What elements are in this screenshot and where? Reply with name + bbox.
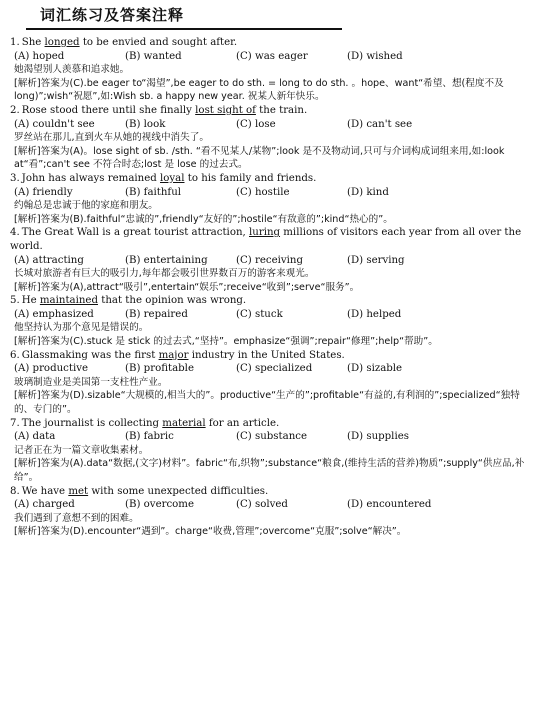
- options-row: [10, 362, 530, 376]
- option-c: (C) hostile: [236, 186, 290, 198]
- question-number: 3.: [10, 172, 20, 184]
- answer-explanation: [解析]答案为(A)。lose sight of sb. /sth. “看不见某人/某物”;look 是不及物动词,只可与介词构成词组来用,如:look at“看”;can't see 不符合时态;lost 是 lose 的过去式。: [14, 145, 505, 171]
- option-c: (C) solved: [236, 499, 288, 511]
- options-row: [10, 498, 530, 512]
- question-number: 5.: [10, 295, 20, 307]
- question-number: 2.: [10, 104, 20, 116]
- exercise-item: [10, 36, 530, 104]
- option-d: (D) wished: [347, 50, 403, 62]
- page-title: 词汇练习及答案注释: [40, 6, 185, 24]
- option-c: (C) receiving: [236, 254, 303, 266]
- question-sentence: [10, 104, 530, 118]
- answer-explanation: [解析]答案为(C).be eager to“渴望”,be eager to do sth. = long to do sth. 。hope、want“希望、想(程度不及 long)”;wish“祝愿”,如:Wish sb. a happy new year. 祝某人新年快乐。: [14, 77, 504, 103]
- option-c: (C) stuck: [236, 308, 283, 320]
- question-text: He: [21, 295, 40, 307]
- answer-explanation: [解析]答案为(B).faithful“忠诚的”,friendly“友好的”;hostile“有敌意的”;kind“热心的”。: [14, 213, 393, 225]
- question-sentence: [10, 36, 530, 50]
- options-row: [10, 430, 530, 444]
- options-row: [10, 254, 530, 268]
- options-row: [10, 186, 530, 200]
- option-d: (D) encountered: [347, 499, 432, 511]
- chinese-translation: 约翰总是忠诚于他的家庭和朋友。: [14, 200, 158, 212]
- option-a: (A) friendly: [14, 186, 73, 198]
- question-text: the train.: [255, 104, 308, 116]
- chinese-translation: 玻璃制造业是美国第一支柱性产业。: [14, 376, 168, 388]
- question-sentence: [10, 226, 530, 253]
- option-d: (D) serving: [347, 254, 405, 266]
- option-a: (A) couldn't see: [14, 118, 95, 130]
- keyword-underlined: met: [68, 485, 89, 497]
- option-d: (D) supplies: [347, 431, 409, 443]
- keyword-underlined: loyal: [160, 172, 185, 184]
- option-a: (A) charged: [14, 499, 75, 511]
- exercise-item: [10, 485, 530, 539]
- option-b: (B) look: [125, 118, 166, 130]
- option-c: (C) lose: [236, 118, 276, 130]
- question-sentence: [10, 485, 530, 499]
- question-number: 8.: [10, 485, 20, 497]
- option-d: (D) helped: [347, 308, 402, 320]
- answer-explanation: [解析]答案为(A).data“数据,(文字)材料”。fabric“布,织物”;substance“粮食,(维持生活的营养)物质”;supply“供应品,补给”。: [14, 458, 525, 483]
- title-underline: [26, 28, 342, 30]
- chinese-translation: 罗丝站在那儿,直到火车从她的视线中消失了。: [14, 132, 209, 144]
- question-number: 7.: [10, 417, 20, 429]
- option-d: (D) kind: [347, 186, 389, 198]
- chinese-translation: 我们遇到了意想不到的困难。: [14, 512, 139, 524]
- chinese-translation: 他坚持认为那个意见是错误的。: [14, 322, 149, 334]
- option-b: (B) wanted: [125, 50, 182, 62]
- question-sentence: [10, 417, 530, 431]
- question-text: to his family and friends.: [184, 172, 317, 184]
- answer-explanation: [解析]答案为(A),attract“吸引”,entertain“娱乐”;receive“收到”;serve“服务”。: [14, 281, 360, 293]
- keyword-underlined: maintained: [39, 295, 98, 307]
- chinese-translation: 她渴望别人羡慕和追求她。: [14, 64, 130, 76]
- question-text: The Great Wall is a great tourist attraction,: [21, 227, 249, 239]
- chinese-translation: 长城对旅游者有巨大的吸引力,每年都会吸引世界数百万的游客来观光。: [14, 268, 315, 280]
- option-d: (D) can't see: [347, 118, 413, 130]
- question-text: industry in the United States.: [188, 349, 345, 361]
- keyword-underlined: longed: [44, 37, 80, 48]
- exercise-item: [10, 172, 530, 226]
- exercise-item: [10, 104, 530, 172]
- chinese-translation: 记者正在为一篇文章收集素材。: [14, 444, 149, 456]
- question-text: Rose stood there until she finally: [21, 104, 196, 116]
- exercise-item: [10, 226, 530, 294]
- option-b: (B) repaired: [125, 308, 188, 320]
- question-sentence: [10, 172, 530, 186]
- answer-explanation: [解析]答案为(D).encounter“遇到”。charge“收费,管理”;overcome“克服”;solve“解决”。: [14, 526, 407, 538]
- question-number: 4.: [10, 227, 20, 239]
- keyword-underlined: lost sight of: [195, 104, 256, 116]
- options-row: [10, 118, 530, 132]
- header: [10, 6, 530, 36]
- keyword-underlined: luring: [249, 227, 281, 239]
- options-row: [10, 308, 530, 322]
- question-number: 1.: [10, 37, 20, 48]
- option-c: (C) substance: [236, 431, 307, 443]
- option-b: (B) overcome: [125, 499, 194, 511]
- option-a: (A) hoped: [14, 50, 65, 62]
- option-a: (A) data: [14, 431, 56, 443]
- question-text: millions of visitors each year from all over the world.: [10, 227, 522, 252]
- question-text: The journalist is collecting: [21, 417, 163, 429]
- question-text: to be envied and sought after.: [79, 37, 238, 48]
- option-c: (C) specialized: [236, 363, 313, 375]
- option-d: (D) sizable: [347, 363, 403, 375]
- question-text: Glassmaking was the first: [21, 349, 159, 361]
- exercise-item: [10, 417, 530, 485]
- option-b: (B) entertaining: [125, 254, 208, 266]
- option-a: (A) emphasized: [14, 308, 94, 320]
- question-text: with some unexpected difficulties.: [88, 485, 269, 497]
- option-b: (B) profitable: [125, 363, 194, 375]
- exercise-item: [10, 349, 530, 417]
- option-a: (A) attracting: [14, 254, 84, 266]
- question-sentence: [10, 294, 530, 308]
- question-text: We have: [21, 485, 69, 497]
- question-text: John has always remained: [21, 172, 161, 184]
- answer-explanation: [解析]答案为(C).stuck 是 stick 的过去式,“坚持”。emphasize“强调”;repair“修理”;help“帮助”。: [14, 336, 438, 348]
- option-a: (A) productive: [14, 363, 88, 375]
- option-b: (B) fabric: [125, 431, 174, 443]
- question-number: 6.: [10, 349, 20, 361]
- question-sentence: [10, 349, 530, 363]
- option-b: (B) faithful: [125, 186, 182, 198]
- question-text: She: [21, 37, 45, 48]
- question-text: for an article.: [205, 417, 280, 429]
- option-c: (C) was eager: [236, 50, 308, 62]
- question-text: that the opinion was wrong.: [97, 295, 247, 307]
- keyword-underlined: material: [162, 417, 206, 429]
- answer-explanation: [解析]答案为(D).sizable“大规模的,相当大的”。productive“生产的”;profitable“有益的,有利润的”;specialized“独特的、专门的”。: [14, 390, 520, 416]
- keyword-underlined: major: [158, 349, 189, 361]
- exercise-item: [10, 294, 530, 348]
- options-row: [10, 50, 530, 64]
- exercise-list: [10, 36, 530, 539]
